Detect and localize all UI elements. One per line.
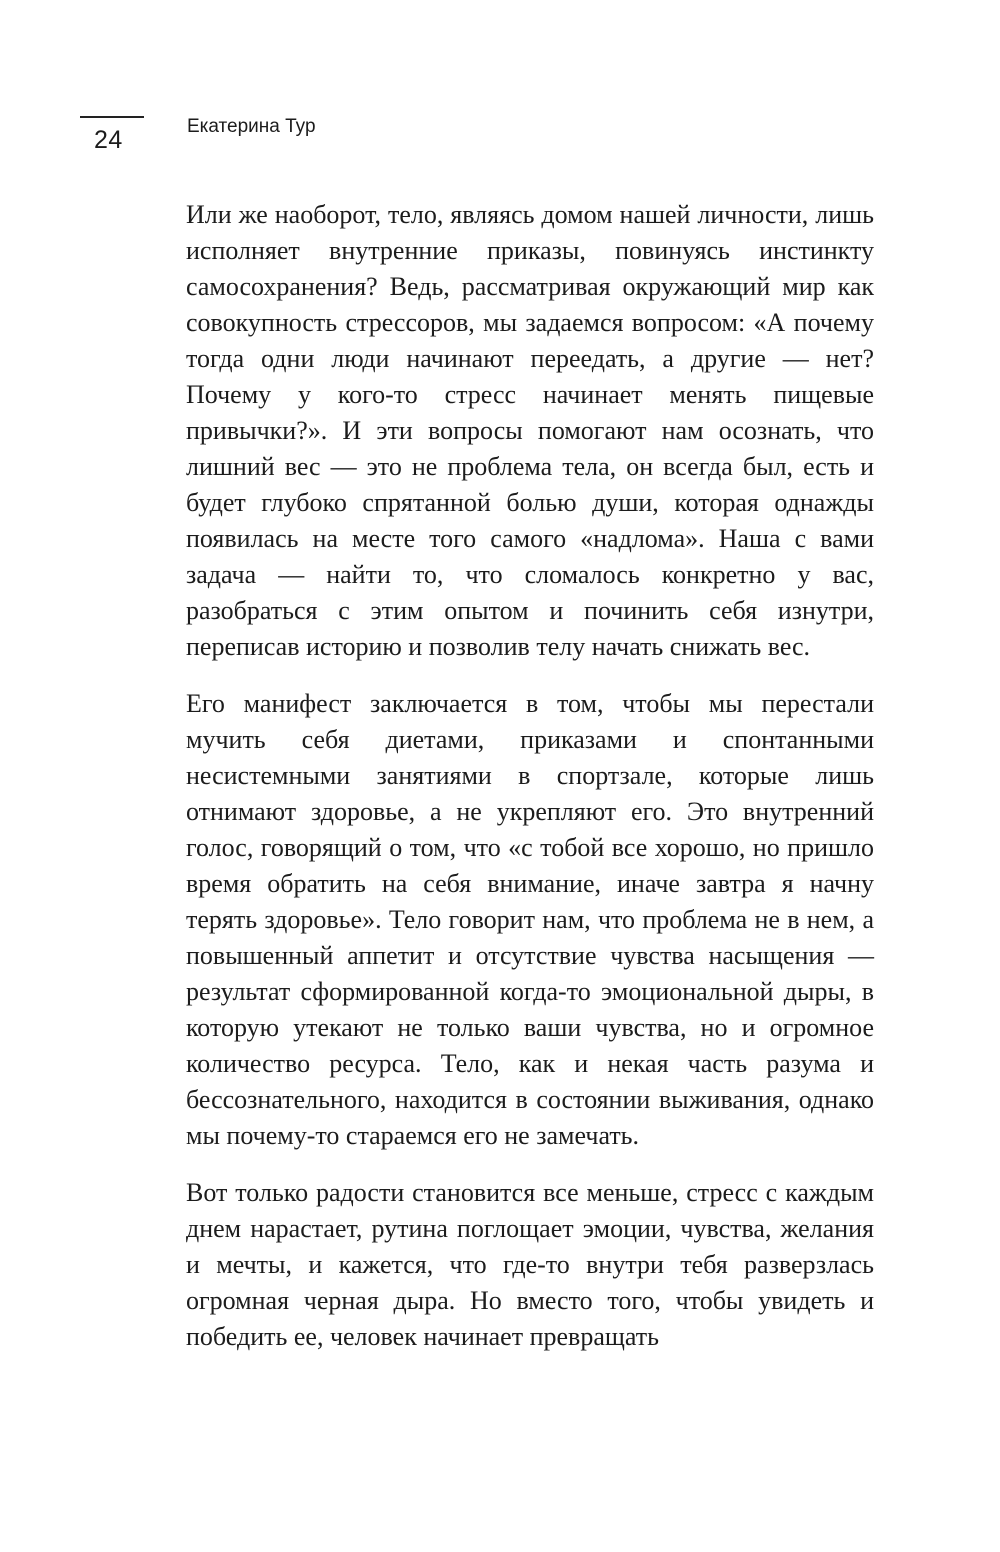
page-number: 24: [94, 126, 123, 154]
paragraph-3: Вот только радости становится все меньше, стресс с каждым днем нарастает, рутина поглощает эмоции, чувства, желания и мечты, и кажется, что где-то внутри тебя разверзлась огромная черная дыра. Но вместо того, чтобы увидеть и победить ее, человек начинает превращать: [186, 1178, 874, 1351]
header-rule: [80, 116, 144, 118]
paragraph-2: Его манифест заключается в том, чтобы мы перестали мучить себя диетами, приказами и спонтанными несистемными занятиями в спортзале, которые лишь отнимают здоровье, а не укрепляют его. Это внутренний голос, говорящий о том, что «с тобой все хорошо, но пришло время обратить на себя внимание, иначе завтра я начну терять здоровье». Тело говорит нам, что проблема не в нем, а повышенный аппетит и отсутствие чувства насыщения — результат сформированной когда-то эмоциональной дыры, в которую утекают не только ваши чувства, но и огромное количество ресурса. Тело, как и некая часть разума и бессознательного, находится в состоянии выживания, однако мы почему-то стараемся его не замечать.: [186, 689, 874, 1150]
paragraph-1: Или же наоборот, тело, являясь домом нашей личности, лишь исполняет внутренние приказы, повинуясь инстинкту самосохранения? Ведь, рассматривая окружающий мир как совокупность стрессоров, мы задаемся вопросом: «А почему тогда одни люди начинают переедать, а другие — нет? Почему у кого-то стресс начинает менять пищевые привычки?». И эти вопросы помогают нам осознать, что лишний вес — это не проблема тела, он всегда был, есть и будет глубоко спрятанной болью души, которая однажды появилась на месте того самого «надлома». Наша с вами задача — найти то, что сломалось конкретно у вас, разобраться с этим опытом и починить себя изнутри, переписав историю и позволив телу начать снижать вес.: [186, 200, 874, 661]
body-text: [186, 197, 874, 1355]
running-head-author: Екатерина Тур: [187, 116, 316, 137]
